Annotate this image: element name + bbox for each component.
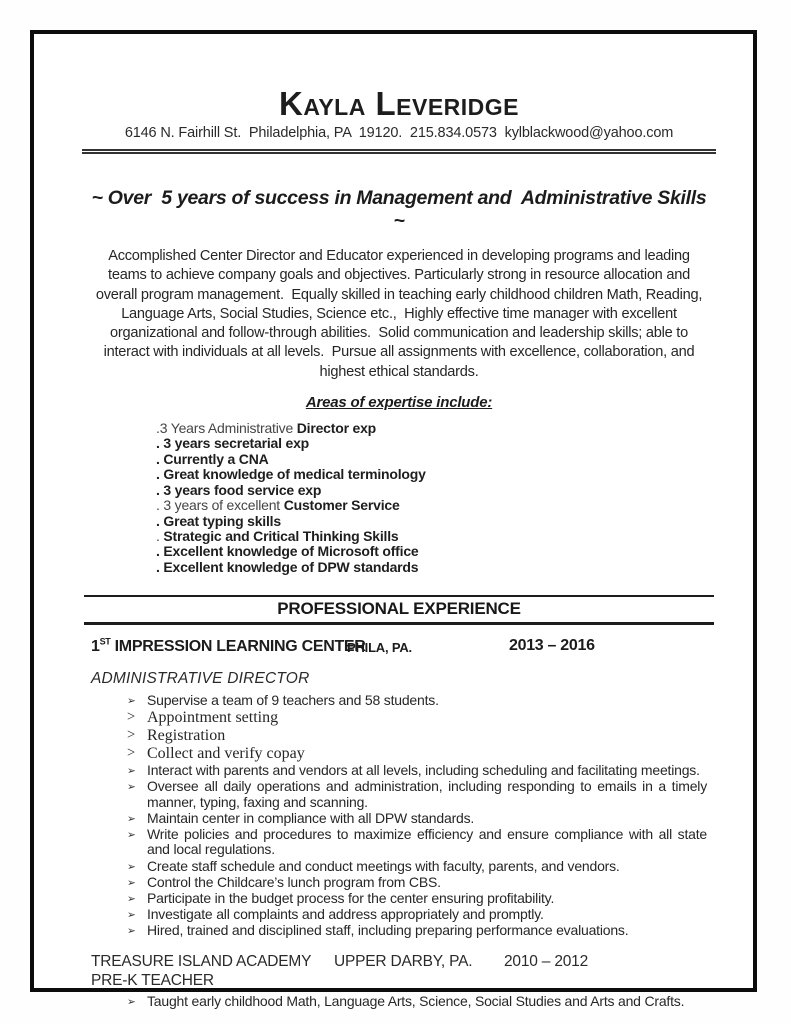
expertise-item	[156, 529, 707, 544]
bullet-text: Hired, trained and disciplined staff, including preparing performance evaluations.	[147, 921, 629, 938]
job-bullet	[91, 811, 707, 827]
job-bullet	[91, 875, 707, 891]
bullet-text: Appointment setting	[147, 709, 279, 727]
expertise-item-bold: Director exp	[296, 420, 377, 437]
greater-than-bullet-icon: >	[127, 745, 136, 762]
section-rule-bottom	[84, 622, 714, 625]
bullet-text: Interact with parents and vendors at all levels, including scheduling and facilitating meetings.	[147, 761, 700, 778]
expertise-item	[156, 483, 707, 498]
tagline: ~ Over 5 years of success in Management and Administrative Skills ~	[91, 187, 712, 232]
expertise-item	[156, 498, 707, 513]
job-bullet	[91, 891, 707, 907]
expertise-item	[156, 436, 707, 451]
expertise-item-bold: . Great knowledge of medical terminology	[156, 466, 426, 483]
job-header	[91, 953, 707, 971]
company-number: 1	[91, 638, 100, 656]
bullet-text: Collect and verify copay	[147, 745, 305, 763]
expertise-item	[156, 452, 707, 467]
header-divider	[82, 149, 716, 154]
arrow-bullet-icon: ➢	[127, 892, 136, 905]
company-rest: IMPRESSION LEARNING CENTER	[110, 638, 366, 656]
job-title: ADMINISTRATIVE DIRECTOR	[91, 670, 310, 688]
bullet-text: Supervise a team of 9 teachers and 58 students.	[147, 692, 439, 709]
expertise-item	[156, 560, 707, 575]
arrow-bullet-icon: ➢	[127, 860, 136, 873]
job-bullet	[91, 907, 707, 923]
job-location: UPPER DARBY, PA.	[334, 953, 473, 971]
job-bullet	[91, 745, 707, 762]
arrow-bullet-icon: ➢	[127, 695, 136, 708]
page-border	[30, 30, 757, 1010]
arrow-bullet-icon: ➢	[127, 828, 136, 841]
expertise-item-bold: . Currently a CNA	[156, 450, 269, 467]
job-bullet-list	[91, 693, 707, 938]
contact-line: 6146 N. Fairhill St. Philadelphia, PA 19120. 215.834.0573 kylblackwood@yahoo.com	[124, 125, 674, 141]
expertise-item	[156, 514, 707, 529]
expertise-item-bold: Strategic and Critical Thinking Skills	[163, 527, 399, 544]
arrow-bullet-icon: ➢	[127, 781, 136, 794]
arrow-bullet-icon: ➢	[127, 908, 136, 921]
bullet-text: Control the Childcare’s lunch program from CBS.	[147, 873, 441, 890]
bullet-text: Oversee all daily operations and administration, including responding to emails in a timely manner, typing, faxing and scanning.	[147, 778, 707, 810]
resume-content	[34, 34, 753, 1011]
expertise-item	[156, 467, 707, 482]
section-professional-experience	[84, 595, 714, 625]
bullet-text: Taught early childhood Math, Language Arts, Science, Social Studies and Arts and Crafts.	[147, 993, 685, 1010]
expertise-list	[91, 421, 707, 575]
expertise-item-prefix: .	[156, 527, 164, 544]
arrow-bullet-icon: ➢	[127, 924, 136, 937]
expertise-item-bold: Customer Service	[283, 497, 400, 514]
bullet-text: Registration	[147, 727, 226, 745]
job-bullet	[91, 779, 707, 810]
bullet-text: Participate in the budget process for the center ensuring profitability.	[147, 889, 555, 906]
expertise-heading: Areas of expertise include:	[305, 394, 493, 412]
company-ordinal-suffix: ST	[99, 637, 111, 648]
bullet-text: Investigate all complaints and address appropriately and promptly.	[147, 905, 544, 922]
arrow-bullet-icon: ➢	[127, 764, 136, 777]
job-bullet	[91, 827, 707, 858]
job-bullet	[91, 727, 707, 744]
company-name	[91, 638, 366, 655]
expertise-item-bold: . 3 years food service exp	[156, 481, 322, 498]
job-bullet	[91, 693, 707, 709]
expertise-item-prefix: .3 Years Administrative	[156, 420, 297, 437]
bullet-text: Write policies and procedures to maximize efficiency and ensure compliance with all state and local regulations.	[147, 825, 707, 858]
bullet-text: Create staff schedule and conduct meetings with faculty, parents, and vendors.	[147, 857, 620, 874]
expertise-item-bold: . Excellent knowledge of DPW standards	[156, 558, 419, 575]
expertise-item-bold: . 3 years secretarial exp	[156, 435, 310, 452]
summary-paragraph: Accomplished Center Director and Educator experienced in developing programs and leading teams to achieve company goals and objectives. Particularly strong in resource allocation and overall program management. Equally skilled in teaching early childhood children Math, Reading, Language Arts, Social Studies, Science etc., Highly effective time manager with excellent organizational and follow-through abilities. Solid communication and leadership skills; able to interact with individuals at all levels. Pursue all assignments with excellence, collaboration, and highest ethical standards.	[95, 248, 706, 380]
job-dates: 2013 – 2016	[509, 637, 595, 655]
job-bullet	[91, 923, 707, 939]
job-bullet	[91, 859, 707, 875]
greater-than-bullet-icon: >	[127, 709, 136, 726]
person-name: Kayla Leveridge	[278, 85, 520, 122]
arrow-bullet-icon: ➢	[127, 996, 136, 1009]
job-bullet	[91, 709, 707, 726]
expertise-item	[156, 421, 707, 436]
job-dates: 2010 – 2012	[504, 953, 588, 971]
arrow-bullet-icon: ➢	[127, 876, 136, 889]
job-title: PRE-K TEACHER	[91, 972, 214, 990]
greater-than-bullet-icon: >	[127, 727, 136, 744]
bullet-text: Maintain center in compliance with all DPW standards.	[147, 809, 475, 826]
job-header	[91, 637, 707, 657]
job-location: PHILA, PA.	[347, 640, 412, 656]
arrow-bullet-icon: ➢	[127, 812, 136, 825]
job-bullet	[91, 994, 707, 1010]
expertise-item-bold: . Great typing skills	[156, 512, 281, 529]
job-bullet-list	[91, 994, 707, 1010]
section-title: PROFESSIONAL EXPERIENCE	[277, 599, 521, 619]
expertise-item-prefix: . 3 years of excellent	[156, 497, 284, 514]
expertise-item	[156, 544, 707, 559]
company-name: TREASURE ISLAND ACADEMY	[91, 953, 312, 971]
job-bullet	[91, 763, 707, 779]
expertise-item-bold: . Excellent knowledge of Microsoft office	[156, 543, 419, 560]
